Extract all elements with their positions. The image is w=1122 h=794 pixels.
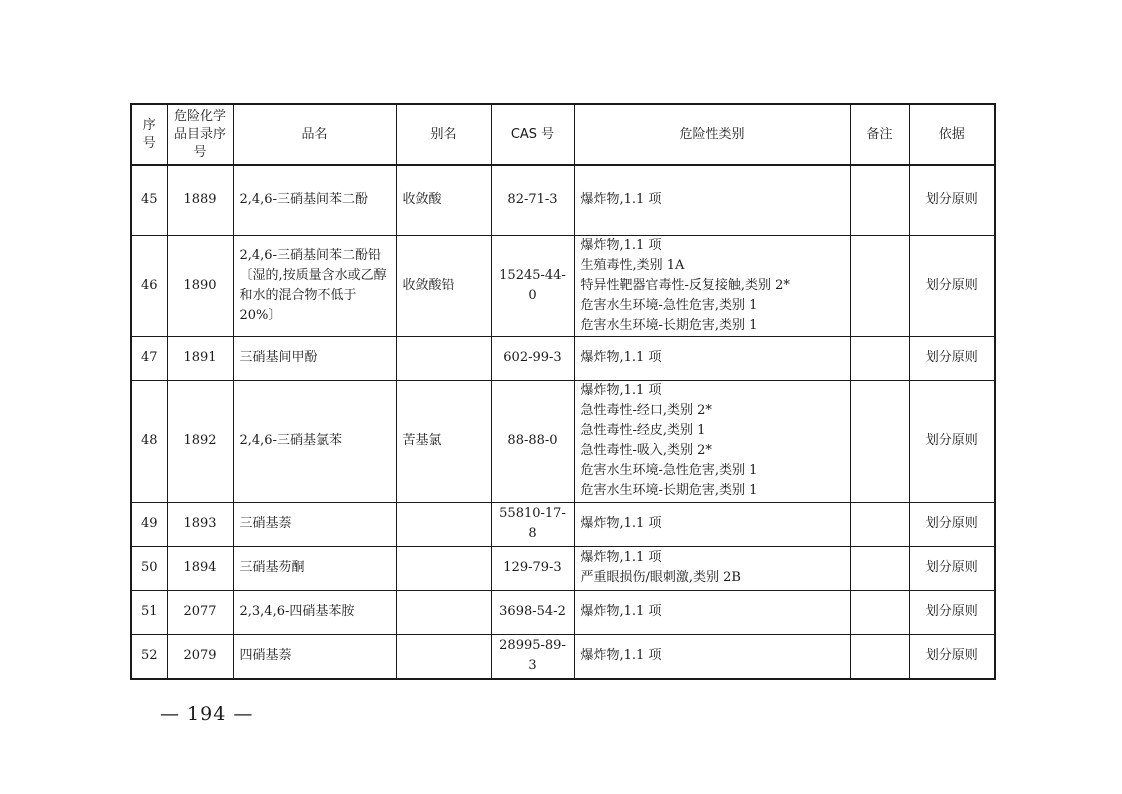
cell-cas: 15245-44-0 (491, 235, 574, 336)
cell-remark (850, 336, 909, 380)
cell-name: 四硝基萘 (233, 634, 396, 679)
hazard-line: 爆炸物,1.1 项 (580, 192, 662, 208)
cell-catalog-no: 2079 (167, 634, 233, 679)
hazard-line: 爆炸物,1.1 项 (580, 648, 662, 664)
hazardous-chemicals-table-container (130, 103, 994, 680)
table-header-row (131, 104, 995, 165)
table-row (131, 502, 995, 546)
cell-basis: 划分原则 (909, 546, 995, 590)
header-seq: 序号 (131, 104, 167, 165)
header-hazard: 危险性类别 (574, 104, 850, 165)
cell-seq: 52 (131, 634, 167, 679)
cell-alias (396, 336, 491, 380)
cell-remark (850, 235, 909, 336)
header-remark: 备注 (850, 104, 909, 165)
page-number: — 194 — (160, 703, 254, 725)
hazard-line: 爆炸物,1.1 项 (580, 383, 662, 398)
cell-alias: 苦基氯 (396, 380, 491, 502)
hazard-line: 危害水生环境-急性危害,类别 1 (580, 463, 758, 478)
cell-hazard (574, 546, 850, 590)
hazard-line: 严重眼损伤/眼刺激,类别 2B (580, 570, 741, 585)
cell-cas: 3698-54-2 (491, 590, 574, 634)
cell-name: 2,4,6-三硝基间苯二酚铅〔湿的,按质量含水或乙醇和水的混合物不低于20%〕 (233, 235, 396, 336)
cell-catalog-no: 1890 (167, 235, 233, 336)
cell-seq: 49 (131, 502, 167, 546)
cell-basis: 划分原则 (909, 634, 995, 679)
cell-alias (396, 590, 491, 634)
hazard-line: 爆炸物,1.1 项 (580, 604, 662, 619)
hazard-line: 爆炸物,1.1 项 (580, 550, 662, 565)
header-catalog-no: 危险化学品目录序号 (167, 104, 233, 165)
hazard-line: 爆炸物,1.1 项 (580, 516, 662, 531)
cell-catalog-no: 2077 (167, 590, 233, 634)
cell-cas: 82-71-3 (491, 165, 574, 235)
cell-basis: 划分原则 (909, 380, 995, 502)
cell-catalog-no: 1892 (167, 380, 233, 502)
cell-basis: 划分原则 (909, 336, 995, 380)
table-row (131, 634, 995, 679)
cell-basis: 划分原则 (909, 165, 995, 235)
cell-remark (850, 546, 909, 590)
table-row (131, 235, 995, 336)
cell-remark (850, 590, 909, 634)
cell-seq: 50 (131, 546, 167, 590)
hazard-line: 爆炸物,1.1 项 (580, 350, 662, 365)
cell-seq: 45 (131, 165, 167, 235)
cell-alias (396, 502, 491, 546)
cell-cas: 55810-17-8 (491, 502, 574, 546)
cell-seq: 51 (131, 590, 167, 634)
cell-remark (850, 165, 909, 235)
cell-hazard (574, 590, 850, 634)
header-basis: 依据 (909, 104, 995, 165)
cell-name: 2,3,4,6-四硝基苯胺 (233, 590, 396, 634)
cell-cas: 28995-89-3 (491, 634, 574, 679)
hazard-line: 急性毒性-经口,类别 2* (580, 403, 712, 418)
cell-basis: 划分原则 (909, 590, 995, 634)
hazard-line: 急性毒性-吸入,类别 2* (580, 443, 712, 458)
cell-basis: 划分原则 (909, 502, 995, 546)
cell-cas: 129-79-3 (491, 546, 574, 590)
cell-alias (396, 634, 491, 679)
cell-name: 三硝基间甲酚 (233, 336, 396, 380)
cell-catalog-no: 1894 (167, 546, 233, 590)
cell-cas: 602-99-3 (491, 336, 574, 380)
hazard-line: 生殖毒性,类别 1A (580, 257, 685, 273)
cell-hazard (574, 336, 850, 380)
hazard-line: 特异性靶器官毒性-反复接触,类别 2* (580, 277, 790, 293)
cell-seq: 46 (131, 235, 167, 336)
cell-catalog-no: 1893 (167, 502, 233, 546)
cell-basis: 划分原则 (909, 235, 995, 336)
cell-seq: 47 (131, 336, 167, 380)
cell-name: 2,4,6-三硝基氯苯 (233, 380, 396, 502)
hazard-line: 急性毒性-经皮,类别 1 (580, 423, 706, 438)
cell-hazard (574, 165, 850, 235)
hazard-line: 危害水生环境-长期危害,类别 1 (580, 317, 758, 333)
table-row (131, 590, 995, 634)
header-alias: 别名 (396, 104, 491, 165)
cell-name: 三硝基萘 (233, 502, 396, 546)
cell-alias: 收敛酸 (396, 165, 491, 235)
header-cas: CAS 号 (491, 104, 574, 165)
cell-cas: 88-88-0 (491, 380, 574, 502)
cell-alias (396, 546, 491, 590)
cell-name: 三硝基芴酮 (233, 546, 396, 590)
hazard-line: 危害水生环境-急性危害,类别 1 (580, 297, 758, 313)
cell-name: 2,4,6-三硝基间苯二酚 (233, 165, 396, 235)
cell-seq: 48 (131, 380, 167, 502)
cell-hazard (574, 235, 850, 336)
table-row (131, 546, 995, 590)
cell-remark (850, 380, 909, 502)
cell-remark (850, 502, 909, 546)
cell-alias: 收敛酸铅 (396, 235, 491, 336)
table-row (131, 165, 995, 235)
table-row (131, 380, 995, 502)
hazardous-chemicals-table (130, 103, 996, 680)
header-name: 品名 (233, 104, 396, 165)
table-row (131, 336, 995, 380)
cell-catalog-no: 1889 (167, 165, 233, 235)
cell-catalog-no: 1891 (167, 336, 233, 380)
cell-hazard (574, 634, 850, 679)
cell-remark (850, 634, 909, 679)
hazard-line: 爆炸物,1.1 项 (580, 237, 662, 253)
hazard-line: 危害水生环境-长期危害,类别 1 (580, 483, 758, 498)
cell-hazard (574, 502, 850, 546)
cell-hazard (574, 380, 850, 502)
